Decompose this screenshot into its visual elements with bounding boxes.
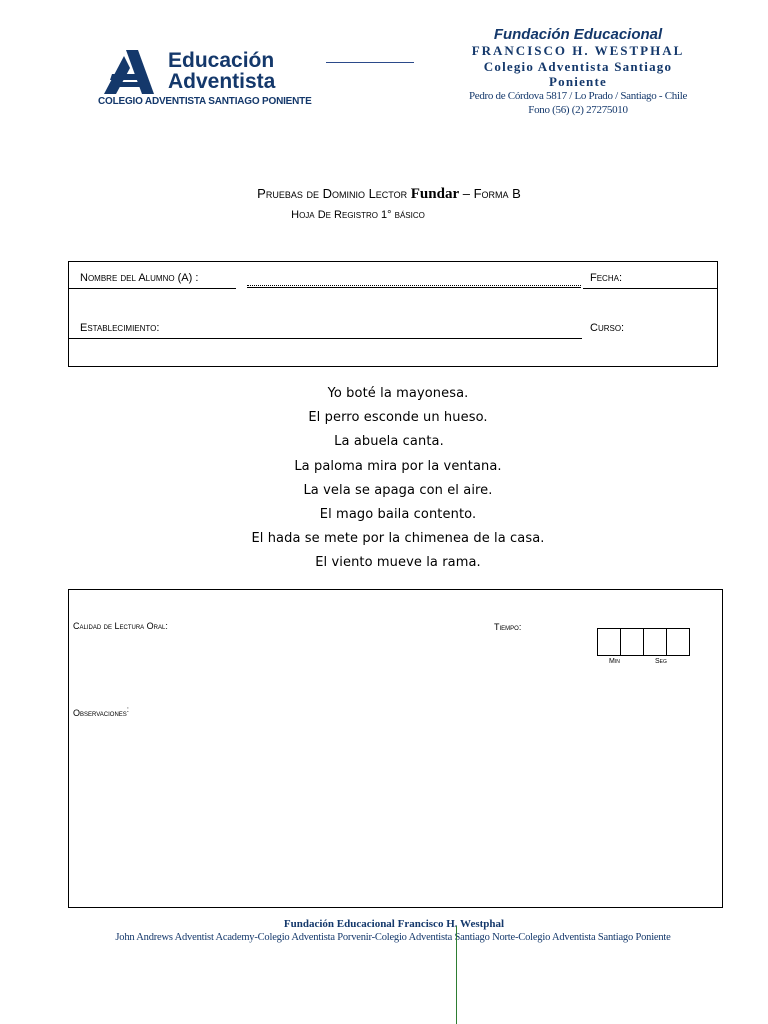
time-seconds-box-2[interactable] [666,628,690,656]
sentence: El hada se mete por la chimenea de la casa. [251,531,545,547]
logo-line-2: Adventista [168,70,276,93]
student-info-box [68,261,718,367]
page-subtitle: Hoja De Registro 1° básico [291,209,425,221]
date-field[interactable] [583,288,717,289]
student-name-underline [247,287,581,288]
observations-area[interactable] [73,722,713,900]
school-label: Establecimiento: [80,322,160,334]
adventist-logo-icon [104,50,154,96]
student-name-label: Nombre del Alumno (A) : [80,272,199,284]
name-label-underline [69,288,236,289]
page-title [0,186,768,203]
school-field[interactable] [69,338,582,339]
sentence: El viento mueve la rama. [315,555,481,571]
time-minutes-box-1[interactable] [597,628,621,656]
sentence: La vela se apaga con el aire. [303,482,493,498]
reading-sentences [0,382,768,576]
title-fundar: Fundar [410,186,460,202]
sentence: El perro esconde un hueso. [308,410,488,426]
title-prefix: Pruebas de Dominio Lector [257,186,408,201]
foundation-school-2: Poniente [549,74,607,89]
sentence: La abuela canta. [334,434,444,450]
logo-line-1: Educación [168,49,275,72]
reading-quality-label: Calidad de Lectura Oral: [73,621,168,631]
evaluation-box [68,589,723,908]
foundation-phone: Fono (56) (2) 27275010 [528,104,628,116]
sentence: Yo boté la mayonesa. [327,386,469,401]
seconds-label: Seg [655,658,667,665]
observations-label-text: Observaciones [73,708,127,718]
logo-subtitle: COLEGIO ADVENTISTA SANTIAGO PONIENTE [98,96,312,107]
foundation-title: Fundación Educacional [493,26,663,43]
footer-vertical-line [456,926,457,1024]
header-divider [326,62,414,63]
school-logo [98,48,324,110]
time-seconds-box-1[interactable] [643,628,667,656]
footer-title: Fundación Educacional Francisco H. Westphal [283,918,505,930]
time-minutes-box-2[interactable] [620,628,644,656]
observations-label [73,705,129,718]
time-label: Tiempo: [494,622,522,632]
foundation-school: Colegio Adventista Santiago [483,59,673,74]
foundation-header [430,26,726,117]
foundation-name: FRANCISCO H. WESTPHAL [471,43,685,58]
course-label: Curso: [590,322,625,334]
time-input-boxes [598,628,690,656]
student-name-field[interactable] [247,285,581,286]
foundation-address: Pedro de Córdova 5817 / Lo Prado / Santiago - Chile [468,90,688,102]
minutes-label: Min [609,658,620,665]
sentence: El mago baila contento. [319,507,477,523]
footer-schools: John Andrews Adventist Academy-Colegio Adventista Porvenir-Colegio Adventista Santiago Norte-Colegio Adventista Santiago Poniente [115,932,671,943]
observations-colon: : [126,705,130,714]
title-suffix: – Forma B [462,186,521,201]
sentence: La paloma mira por la ventana. [294,458,502,474]
date-label: Fecha: [590,272,623,284]
